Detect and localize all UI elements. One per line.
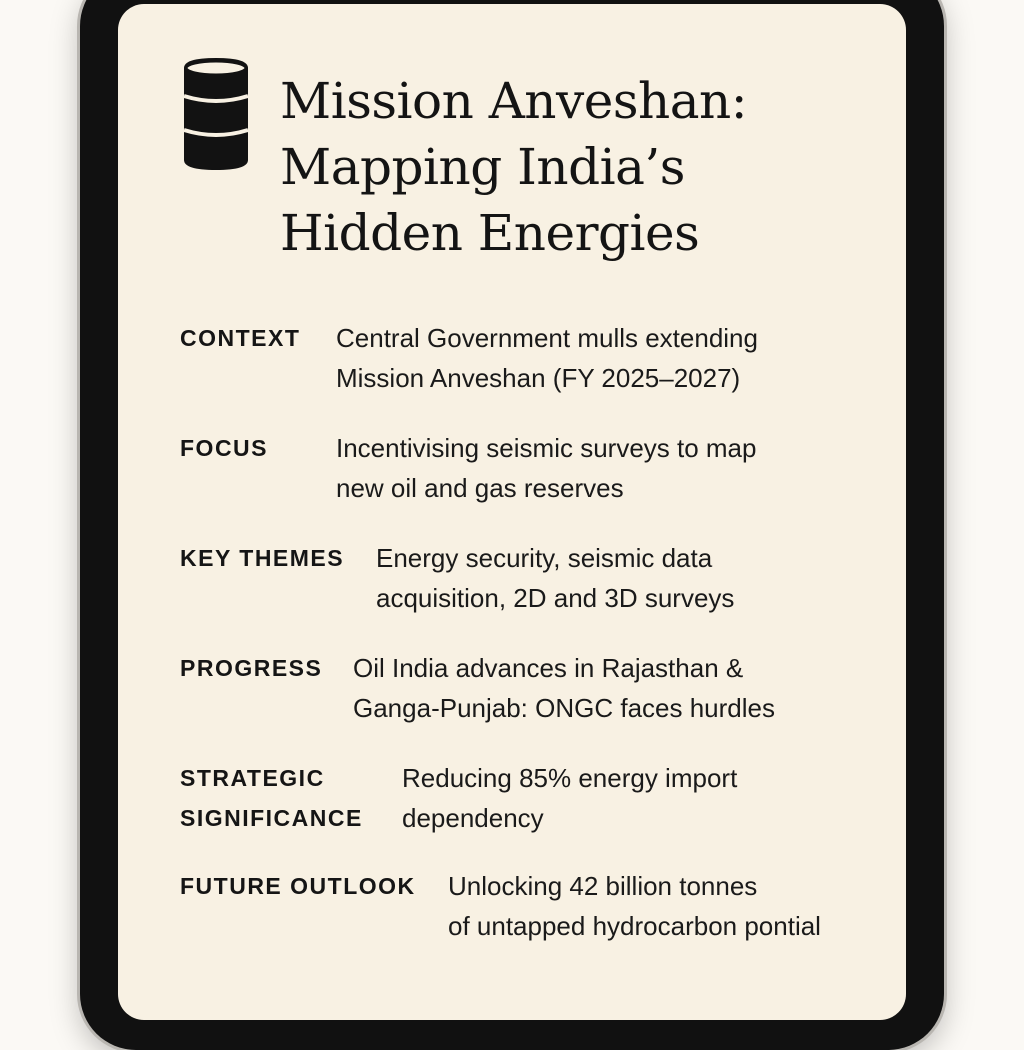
section-text [336,428,756,508]
text-line: Oil India advances in Rajasthan & [353,653,744,683]
section-text [353,648,775,728]
text-line: new oil and gas reserves [336,473,624,503]
section-text [448,866,821,946]
text-line: Reducing 85% energy import [402,763,738,793]
infographic-card [118,4,906,1020]
section-text [376,538,734,618]
text-line: acquisition, 2D and 3D surveys [376,583,735,613]
text-line: of untapped hydrocarbon pontial [448,911,821,941]
text-line: Incentivising seismic surveys to map [336,433,757,463]
section-label: FUTURE OUTLOOK [180,873,416,899]
section-label: PROGRESS [180,655,323,681]
section-text [402,758,737,838]
oil-barrel-icon [180,56,252,172]
section-label: KEY THEMES [180,545,345,571]
label-line: SIGNIFICANCE [180,805,363,831]
title-line: Mapping India’s [280,138,685,196]
text-line: Central Government mulls extending [336,323,758,353]
section-label: CONTEXT [180,325,301,351]
page-title [280,68,880,266]
text-line: Mission Anveshan (FY 2025–2027) [336,363,741,393]
section-label: FOCUS [180,435,268,461]
text-line: Energy security, seismic data [376,543,713,573]
text-line: Unlocking 42 billion tonnes [448,871,758,901]
title-line: Mission Anveshan: [280,72,748,130]
text-line: Ganga-Punjab: ONGC faces hurdles [353,693,775,723]
label-line: STRATEGIC [180,765,325,791]
section-text [336,318,758,398]
title-line: Hidden Energies [280,204,700,262]
section-label [180,758,363,838]
text-line: dependency [402,803,544,833]
